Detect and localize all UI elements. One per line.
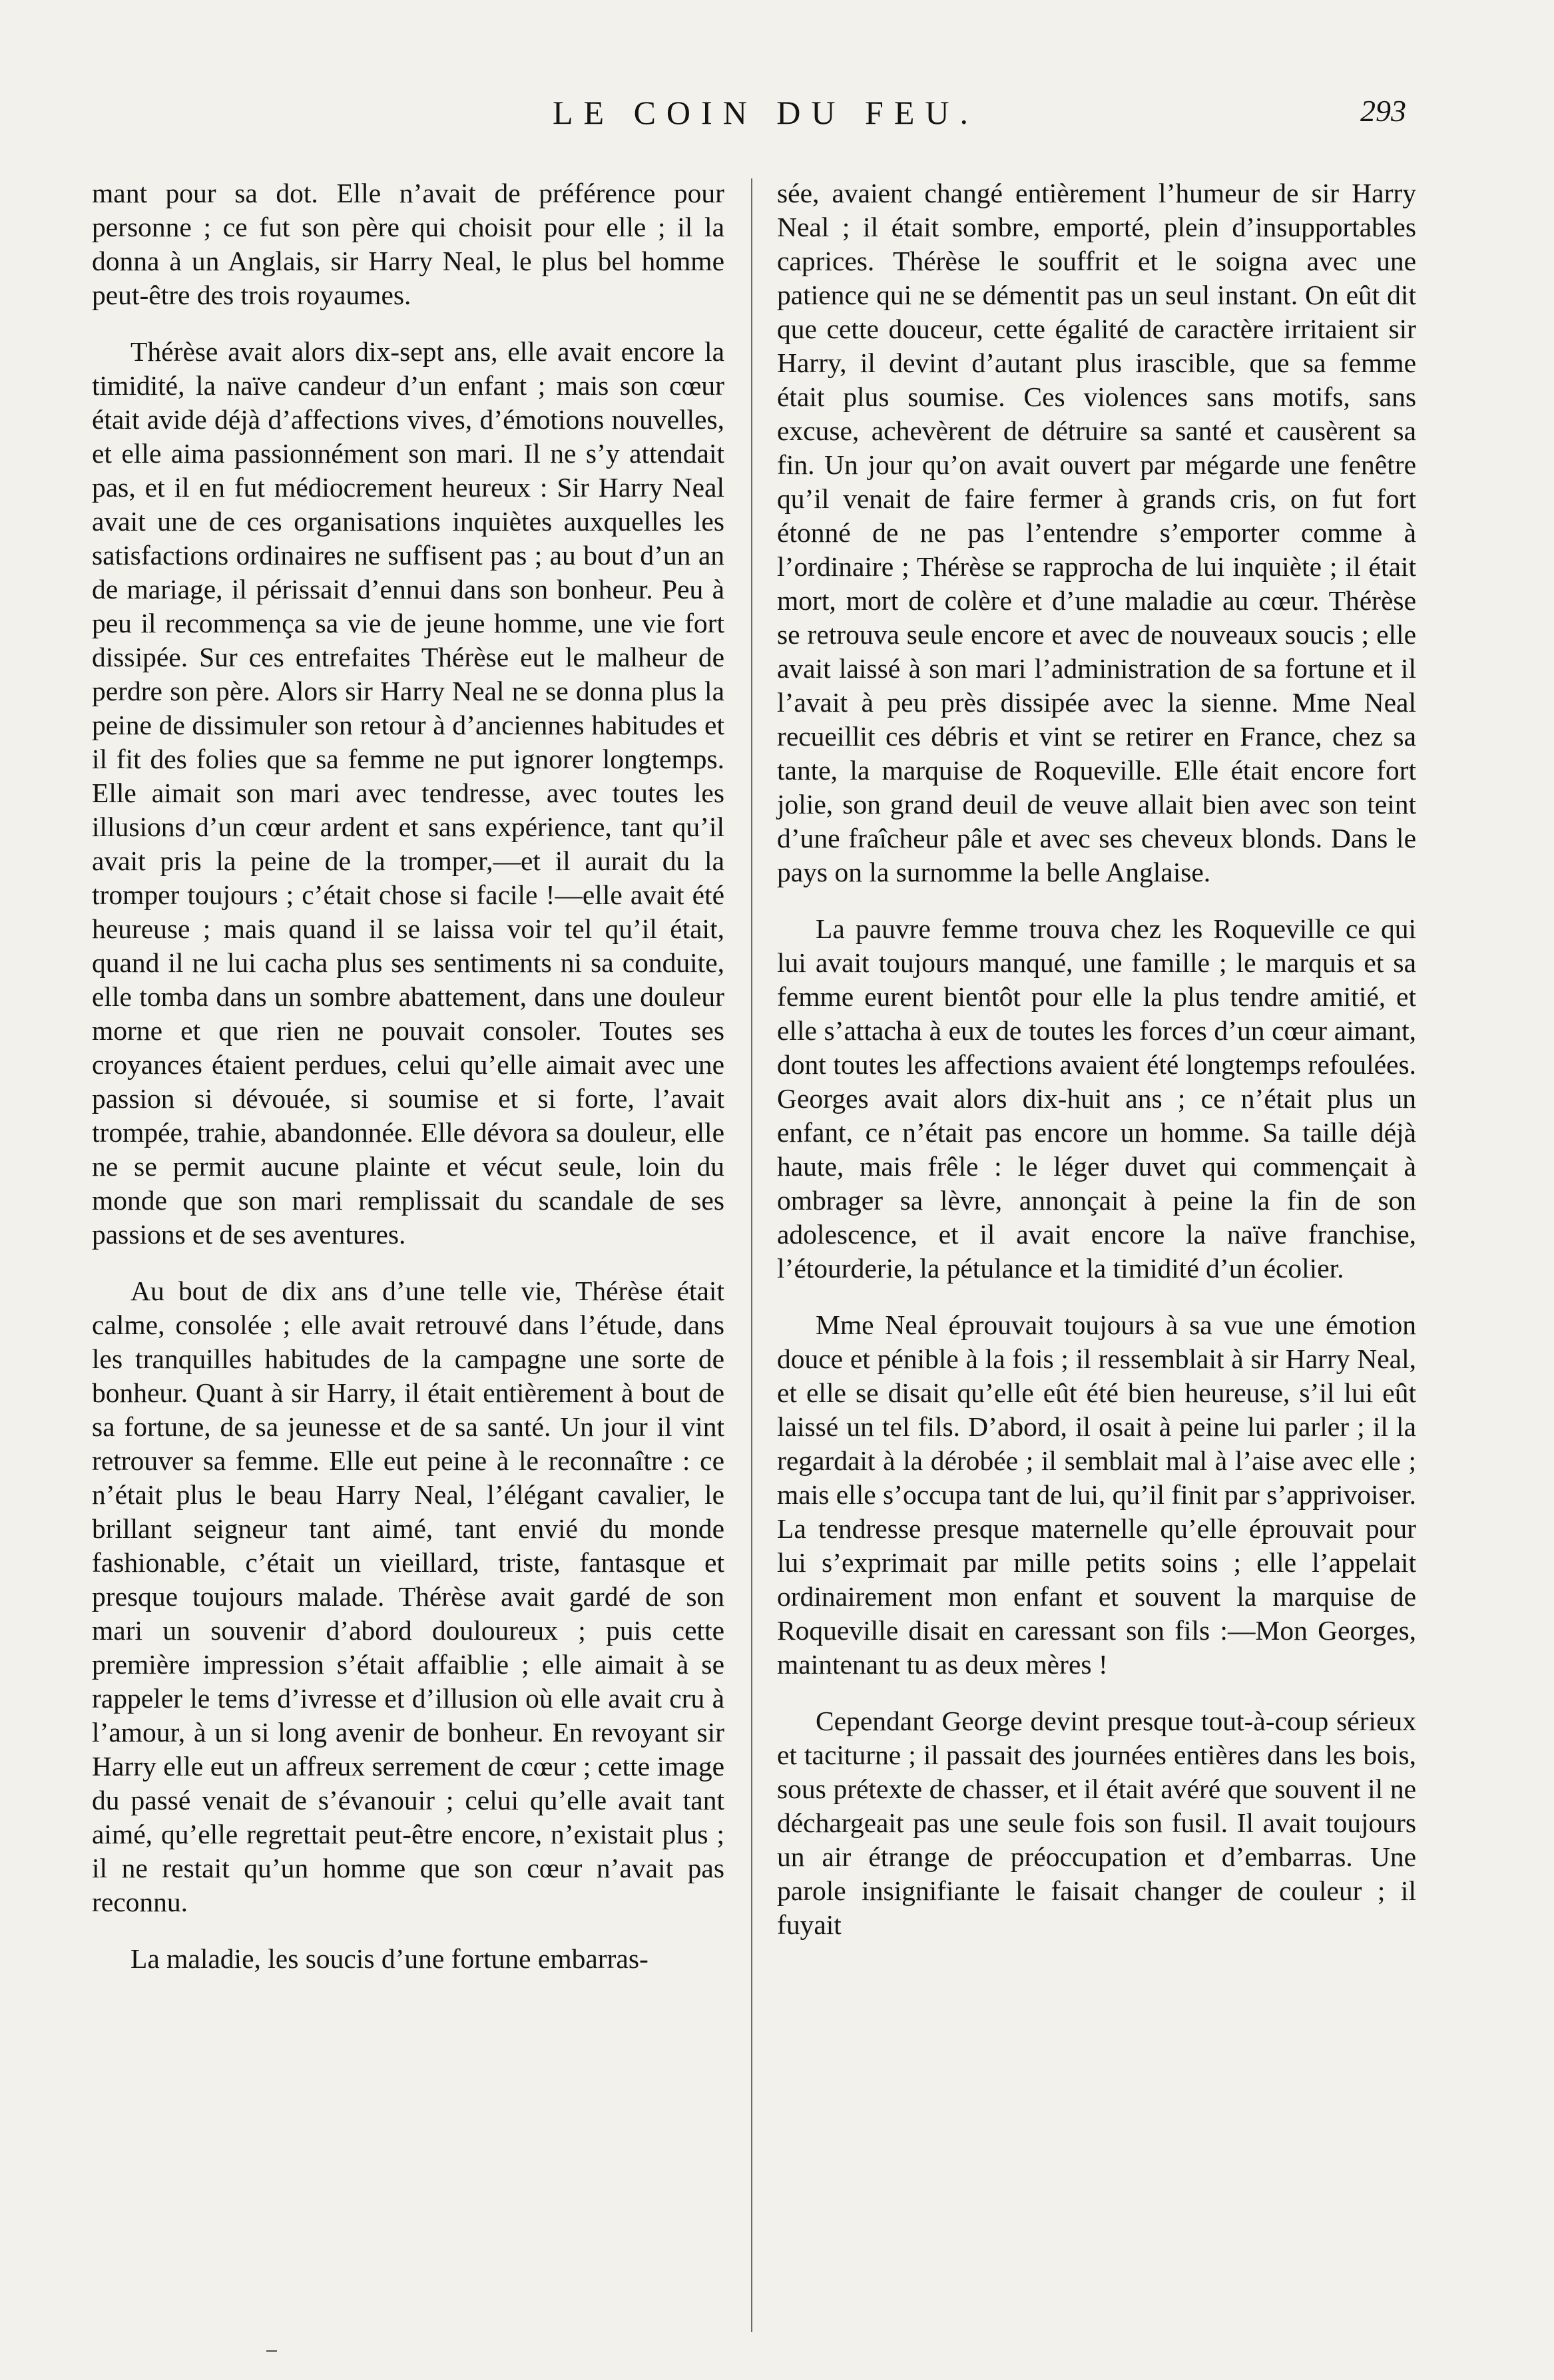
- paragraph: Thérèse avait alors dix-sept ans, elle avait encore la timidité, la naïve candeur d’un enfant ; mais son cœur était avide déjà d’affections vives, d’émotions nouvelles, et elle aima passionnément son mari. Il ne s’y attendait pas, et il en fut médiocrement heureux : Sir Harry Neal avait une de ces organisations inquiètes auxquelles les satisfactions ordinaires ne suffisent pas ; au bout d’un an de mariage, il périssait d’ennui dans son bonheur. Peu à peu il recommença sa vie de jeune homme, une vie fort dissipée. Sur ces entrefaites Thérèse eut le malheur de perdre son père. Alors sir Harry Neal ne se donna plus la peine de dissimuler son retour à d’anciennes habitudes et il fit des folies que sa femme ne put ignorer longtemps. Elle aimait son mari avec tendresse, avec toutes les illusions d’un cœur ardent et sans expérience, tant qu’il avait pris la peine de la tromper,—et il aurait du la tromper toujours ; c’était chose si facile !—elle avait été heureuse ; mais quand il se laissa voir tel qu’il était, quand il ne lui cacha plus ses sentiments ni sa conduite, elle tomba dans un sombre abattement, dans une douleur morne et que rien ne pouvait consoler. Toutes ses croyances étaient perdues, celui qu’elle aimait avec une passion si dévouée, si soumise et si forte, l’avait trompée, trahie, abandonnée. Elle dévora sa douleur, elle ne se permit aucune plainte et vécut seule, loin du monde que son mari remplissait du scandale de ses passions et de ses aventures.: [92, 336, 724, 1250]
- running-title: LE COIN DU FEU.: [553, 94, 979, 131]
- paragraph: Au bout de dix ans d’une telle vie, Thérèse était calme, consolée ; elle avait retrouvé dans l’étude, dans les tranquilles habitudes de la campagne une sorte de bonheur. Quant à sir Harry, il était entièrement à bout de sa fortune, de sa jeunesse et de sa santé. Un jour il vint retrouver sa femme. Elle eut peine à le reconnaître : ce n’était plus le beau Harry Neal, l’élégant cavalier, le brillant seigneur tant aimé, tant envié du monde fashionable, c’était un vieillard, triste, fantasque et presque toujours malade. Thérèse avait gardé de son mari un souvenir d’abord douloureux ; puis cette première impression s’était affaiblie ; elle aimait à se rappeler le tems d’ivresse et d’illusion où elle avait cru à l’amour, à un si long avenir de bonheur. En revoyant sir Harry elle eut un affreux serrement de cœur ; cette image du passé venait de s’évanouir ; celui qu’elle avait tant aimé, qu’elle regrettait peut-être encore, n’existait plus ; il ne restait qu’un homme que son cœur n’avait pas reconnu.: [92, 1276, 724, 1917]
- paragraph: Cependant George devint presque tout-à-coup sérieux et taciturne ; il passait des journées entières dans les bois, sous prétexte de chasser, et il était avéré que souvent il ne déchargeait pas une seule fois son fusil. Il avait toujours un air étrange de préoccupation et d’embarras. Une parole insignifiante le faisait changer de couleur ; il fuyait: [777, 1706, 1416, 1940]
- right-column: [777, 176, 1416, 1965]
- paragraph: La maladie, les soucis d’une fortune embarras-: [130, 1943, 648, 1974]
- print-speck: [266, 2350, 277, 2352]
- running-header: [0, 93, 1554, 146]
- paragraph: Mme Neal éprouvait toujours à sa vue une émotion douce et pénible à la fois ; il ressemblait à sir Harry Neal, et elle se disait qu’elle eût été bien heureuse, s’il lui eût laissé un tel fils. D’abord, il osait à peine lui parler ; il la regardait à la dérobée ; il semblait mal à l’aise avec elle ; mais elle s’occupa tant de lui, qu’il finit par s’apprivoiser. La tendresse presque maternelle qu’elle éprouvait pour lui s’exprimait par mille petits soins ; elle l’appelait ordinairement mon enfant et souvent la marquise de Roqueville disait en caressant son fils :—Mon Georges, maintenant tu as deux mères !: [777, 1309, 1416, 1680]
- paragraph: sée, avaient changé entièrement l’humeur de sir Harry Neal ; il était sombre, emporté, plein d’insupportables caprices. Thérèse le souffrit et le soigna avec une patience qui ne se démentit pas un seul instant. On eût dit que cette douceur, cette égalité de caractère irritaient sir Harry, il devint d’autant plus irascible, que sa femme était plus soumise. Ces violences sans motifs, sans excuse, achevèrent de détruire sa santé et causèrent sa fin. Un jour qu’on avait ouvert par mégarde une fenêtre qu’il venait de faire fermer à grands cris, on fut fort étonné de ne pas l’entendre s’emporter comme à l’ordinaire ; Thérèse se rapprocha de lui inquiète ; il était mort, mort de colère et d’une maladie au cœur. Thérèse se retrouva seule encore et avec de nouveaux soucis ; elle avait laissé à son mari l’administration de sa fortune et il l’avait à peu près dissipée avec la sienne. Mme Neal recueillit ces débris et vint se retirer en France, chez sa tante, la marquise de Roqueville. Elle était encore fort jolie, son grand deuil de veuve allait bien avec son teint d’une fraîcheur pâle et avec ses cheveux blonds. Dans le pays on la surnomme la belle Anglaise.: [777, 178, 1416, 887]
- page-number: 293: [1360, 94, 1406, 128]
- left-column: [92, 176, 724, 1999]
- paragraph: La pauvre femme trouva chez les Roqueville ce qui lui avait toujours manqué, une famille ; le marquis et sa femme eurent bientôt pour elle la plus tendre amitié, et elle s’attacha à eux de toutes les forces d’un cœur aimant, dont toutes les affections avaient été longtemps refoulées. Georges avait alors dix-huit ans ; ce n’était plus un enfant, ce n’était pas encore un homme. Sa taille déjà haute, mais frêle : le léger duvet qui commençait à ombrager sa lèvre, annonçait à peine la fin de son adolescence, et il avait encore la naïve franchise, l’étourderie, la pétulance et la timidité d’un écolier.: [777, 913, 1416, 1284]
- paragraph: mant pour sa dot. Elle n’avait de préférence pour personne ; ce fut son père qui choisit pour elle ; il la donna à un Anglais, sir Harry Neal, le plus bel homme peut-être des trois royaumes.: [92, 178, 724, 310]
- column-divider: [751, 178, 752, 2332]
